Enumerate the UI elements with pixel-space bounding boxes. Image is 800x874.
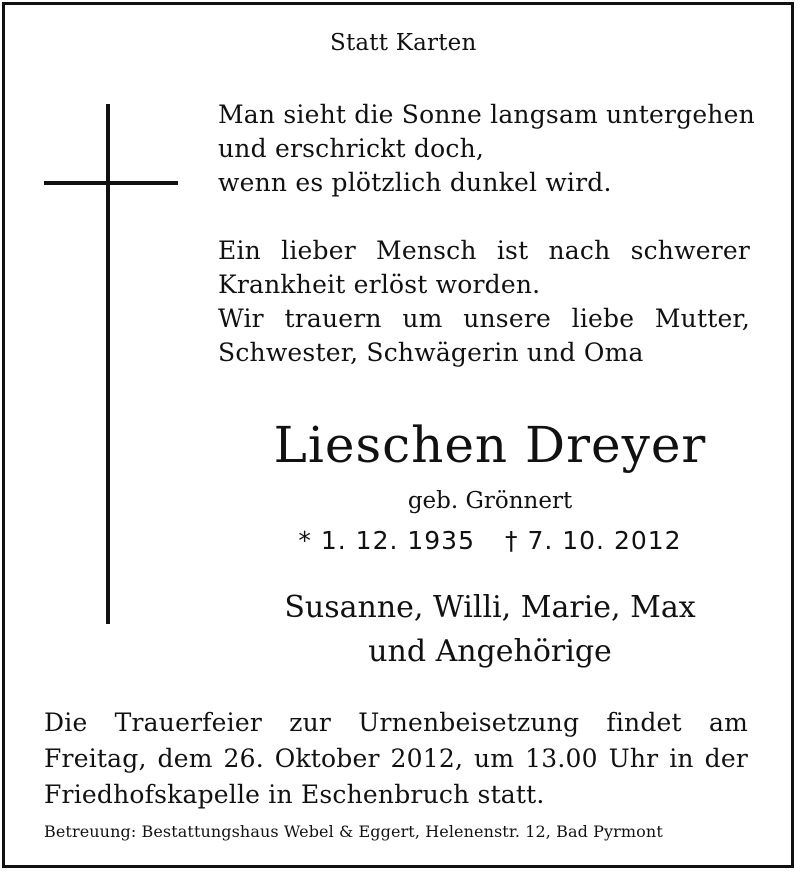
deceased-name: Lieschen Dreyer — [273, 416, 707, 474]
announcement-line-1: Ein lieber Mensch ist nach schwerer — [218, 236, 750, 265]
mourners-line-2: und Angehörige — [368, 634, 612, 669]
mourners-line-1: Susanne, Willi, Marie, Max — [284, 590, 696, 625]
notice-header: Statt Karten — [330, 30, 477, 56]
birth-date: * 1. 12. 1935 — [298, 526, 475, 555]
announcement-line-4: Schwester, Schwägerin und Oma — [218, 338, 644, 367]
poem-line-2: und erschrickt doch, — [218, 134, 485, 163]
birth-name: geb. Grönnert — [407, 488, 573, 514]
poem-line-1: Man sieht die Sonne langsam untergehen — [218, 100, 755, 129]
cross-horizontal-bar — [44, 181, 178, 185]
announcement-line-3: Wir trauern um unsere liebe Mutter, — [218, 304, 750, 333]
undertaker-info: Betreuung: Bestattungshaus Webel & Eggert, Helenenstr. 12, Bad Pyrmont — [44, 822, 663, 841]
death-date: † 7. 10. 2012 — [505, 526, 682, 555]
poem-line-3: wenn es plötzlich dunkel wird. — [218, 168, 612, 197]
life-dates — [170, 526, 800, 555]
announcement-line-2: Krankheit erlöst worden. — [218, 270, 541, 299]
service-line-1: Die Trauerfeier zur Urnenbeisetzung findet am — [44, 708, 748, 737]
service-line-3: Friedhofskapelle in Eschenbruch statt. — [44, 780, 545, 809]
service-line-2: Freitag, dem 26. Oktober 2012, um 13.00 Uhr in der — [44, 744, 748, 773]
